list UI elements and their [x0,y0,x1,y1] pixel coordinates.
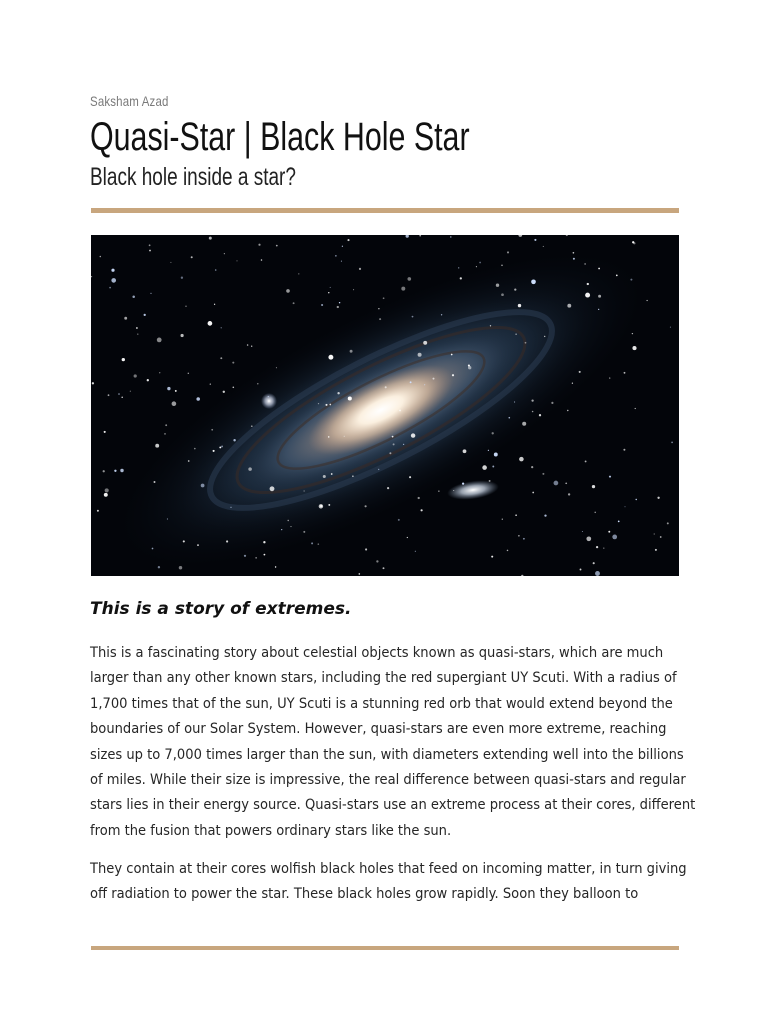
star [525,342,527,344]
star [237,260,238,261]
star [337,392,339,394]
star [479,262,481,264]
star [501,293,504,296]
star [257,383,258,384]
star [458,267,459,268]
star [152,548,154,550]
star [111,269,114,272]
star [210,383,211,384]
star [221,445,223,447]
star [595,571,600,576]
star [539,414,541,416]
star [468,366,471,369]
star [596,546,598,548]
star [671,441,673,443]
star [318,403,319,404]
star [580,569,582,571]
star [220,357,222,359]
paragraph-line: 1,700 times that of the sun, UY Scuti is a stunning red orb that would extend beyond the [90,695,673,712]
star [568,493,570,495]
star [328,504,330,506]
star [328,355,333,360]
star [325,404,327,406]
star [609,476,611,478]
star [383,297,385,299]
star [452,374,454,376]
star [154,481,156,483]
star [507,550,509,552]
star [551,402,553,404]
star [92,382,94,384]
star [392,436,394,438]
star [608,531,610,533]
star [407,537,408,538]
star [508,417,510,419]
star [209,237,212,240]
star [531,279,536,284]
star [114,470,116,472]
star [501,265,503,267]
star [359,573,361,575]
star [147,379,149,381]
star [341,261,342,262]
star [194,448,196,450]
star [150,293,151,294]
star [170,262,171,263]
star [149,244,151,246]
footer-divider [91,946,679,950]
star [244,555,246,557]
star [565,482,567,484]
star [130,391,131,392]
star [522,422,526,426]
star [412,316,414,318]
star [120,469,123,472]
article-subtitle: Black hole inside a star? [90,163,296,191]
star [657,497,659,499]
star [585,460,587,462]
star [103,470,105,472]
star [378,308,379,309]
star [632,333,633,334]
star [134,374,137,377]
star [287,520,288,521]
star [531,466,533,468]
star [411,433,415,437]
star [630,279,632,281]
star [155,444,159,448]
star [221,327,222,328]
star [514,401,515,402]
star [383,567,385,569]
star [264,554,266,556]
star [468,364,470,366]
star [201,484,205,488]
paragraph-line: boundaries of our Solar System. However, quasi-stars are even more extreme, reaching [90,721,667,738]
paragraph-line: from the fusion that powers ordinary stars like the sun. [90,822,452,839]
star [587,283,589,285]
star [233,439,235,441]
star [624,506,625,507]
star [502,519,503,520]
star [175,390,177,392]
star [389,452,391,454]
star [298,273,299,274]
star [554,481,559,486]
star [667,522,669,524]
star [618,521,620,523]
star [598,295,601,298]
star [124,317,127,320]
star [208,321,213,326]
star [286,289,290,293]
star [494,453,498,457]
star [276,245,278,247]
star [181,334,184,337]
star [378,469,379,470]
paragraph-line: off radiation to power the star. These black holes grow rapidly. Soon they balloon to [90,886,639,903]
star [496,284,499,287]
star [321,304,323,306]
star [489,480,491,482]
star [188,460,190,462]
star [347,239,349,241]
star [179,566,182,569]
star [219,446,221,448]
header-divider [91,208,679,213]
star [172,401,177,406]
star [263,541,265,543]
star [149,250,151,252]
star [573,258,575,260]
star [407,277,411,281]
star [523,538,525,540]
star [197,544,199,546]
star [122,358,125,361]
star [403,444,404,445]
star [401,287,405,291]
star [188,373,189,374]
galaxy-image [91,235,679,576]
star [318,543,320,545]
star [514,288,516,290]
star [100,256,102,258]
star [544,336,545,337]
star [515,514,517,516]
paragraph-line: This is a fascinating story about celestial objects known as quasi-stars, which are much [90,645,664,661]
star [399,409,401,411]
star [137,333,138,334]
star [584,263,585,264]
star [409,476,411,478]
star [635,408,636,409]
star [532,492,534,494]
star [104,493,108,497]
star [342,246,343,247]
star [251,425,253,427]
star [438,491,439,492]
star [424,384,425,385]
star [507,251,509,253]
star [111,278,116,283]
star [132,296,135,299]
star [410,381,412,383]
star [654,533,655,534]
star [323,475,326,478]
star [290,526,291,527]
star [393,443,395,445]
star [632,346,636,350]
star [586,536,591,541]
star [418,353,422,357]
star [261,259,263,261]
star [108,394,110,396]
star [251,346,252,347]
star [304,490,305,491]
star [224,253,225,254]
star [543,246,544,247]
paragraph-line: They contain at their cores wolfish black holes that feed on incoming matter, in turn giving [90,861,687,877]
star [490,325,491,326]
star [567,304,571,308]
star [441,314,442,315]
paragraph-line: larger than any other known stars, including the red supergiant UY Scuti. With a radius of [90,670,677,687]
star [647,300,648,301]
star [421,509,423,511]
star [603,547,604,548]
star [344,436,345,437]
star [609,377,610,378]
star [491,556,493,558]
star [97,510,99,512]
star [542,473,544,475]
star [532,411,534,413]
star [544,514,546,516]
star [573,252,575,254]
star [518,304,521,307]
star [211,429,213,431]
star [276,367,277,368]
star [492,466,494,468]
star [196,397,200,401]
star [616,275,618,277]
star [379,318,381,320]
star [482,465,487,470]
star [660,536,662,538]
star [365,548,367,550]
paragraph-line: of miles. While their size is impressive, the real difference between quasi-stars and regular [90,772,686,789]
lead-sentence: This is a story of extremes. [90,599,352,619]
star [451,354,453,356]
star [598,309,599,310]
star [337,306,339,308]
star [255,557,256,558]
star [423,341,427,345]
star [270,486,275,491]
star [624,372,626,374]
star [592,485,595,488]
star [385,386,387,388]
star [460,277,462,279]
star [335,255,336,256]
body-paragraph-1 [90,641,696,844]
star [636,499,637,500]
star [183,540,185,542]
star [328,436,330,438]
star [365,505,367,507]
star [164,433,165,434]
star [572,383,573,384]
star [594,512,595,513]
star [623,449,625,451]
star [230,507,231,508]
star [331,473,333,475]
star [104,431,106,433]
star [492,432,494,434]
star [339,302,340,303]
star [398,519,400,521]
star [159,372,160,373]
star [248,467,252,471]
star [352,476,353,477]
star [275,566,276,567]
star [453,490,454,491]
star [488,450,489,451]
star [144,314,146,316]
star [359,268,361,270]
star [353,289,354,290]
star [233,387,235,389]
star [293,302,295,304]
star [387,487,389,489]
star [328,292,329,293]
author-name: Saksham Azad [90,93,169,109]
star [415,551,416,552]
star [476,266,477,267]
star [612,535,617,540]
star [311,542,313,544]
paragraph-line: sizes up to 7,000 times larger than the sun, with diameters extending well into the billions [90,746,684,763]
star [158,566,160,568]
star [350,350,353,353]
star [579,371,581,373]
star [191,256,193,258]
body-paragraph-2 [90,857,690,908]
star [118,393,120,395]
star [247,344,249,346]
star [226,540,228,542]
star [515,334,516,335]
star [433,378,435,380]
star [281,529,282,530]
star [418,497,420,499]
star [319,504,323,508]
star [598,268,600,270]
galaxy-illustration [91,235,679,576]
star [348,396,352,400]
star [181,277,183,279]
star [376,560,378,562]
star [215,269,217,271]
star [91,276,92,277]
star [167,518,168,519]
star [213,450,215,452]
star [165,424,167,426]
star [136,327,138,329]
star [329,404,331,406]
star [121,397,123,399]
star [167,387,170,390]
star [450,236,451,237]
star [232,362,234,364]
star [105,488,109,492]
star [268,396,269,397]
star [223,391,225,393]
star [258,244,260,246]
star [670,327,671,328]
star [109,287,111,289]
star [593,562,595,564]
star [330,287,331,288]
star [462,482,464,484]
star [185,306,186,307]
star [633,242,635,244]
star [655,549,657,551]
article-title: Quasi-Star | Black Hole Star [90,115,470,159]
star [463,449,467,453]
star [582,531,583,532]
star [534,239,536,241]
paragraph-line: stars lies in their energy source. Quasi-stars use an extreme process at their cores, different [90,797,696,814]
star [519,457,524,462]
star [585,293,590,298]
star [518,535,520,537]
star [567,410,568,411]
star [214,304,215,305]
star [303,531,305,533]
star [157,338,162,343]
star [531,399,533,401]
